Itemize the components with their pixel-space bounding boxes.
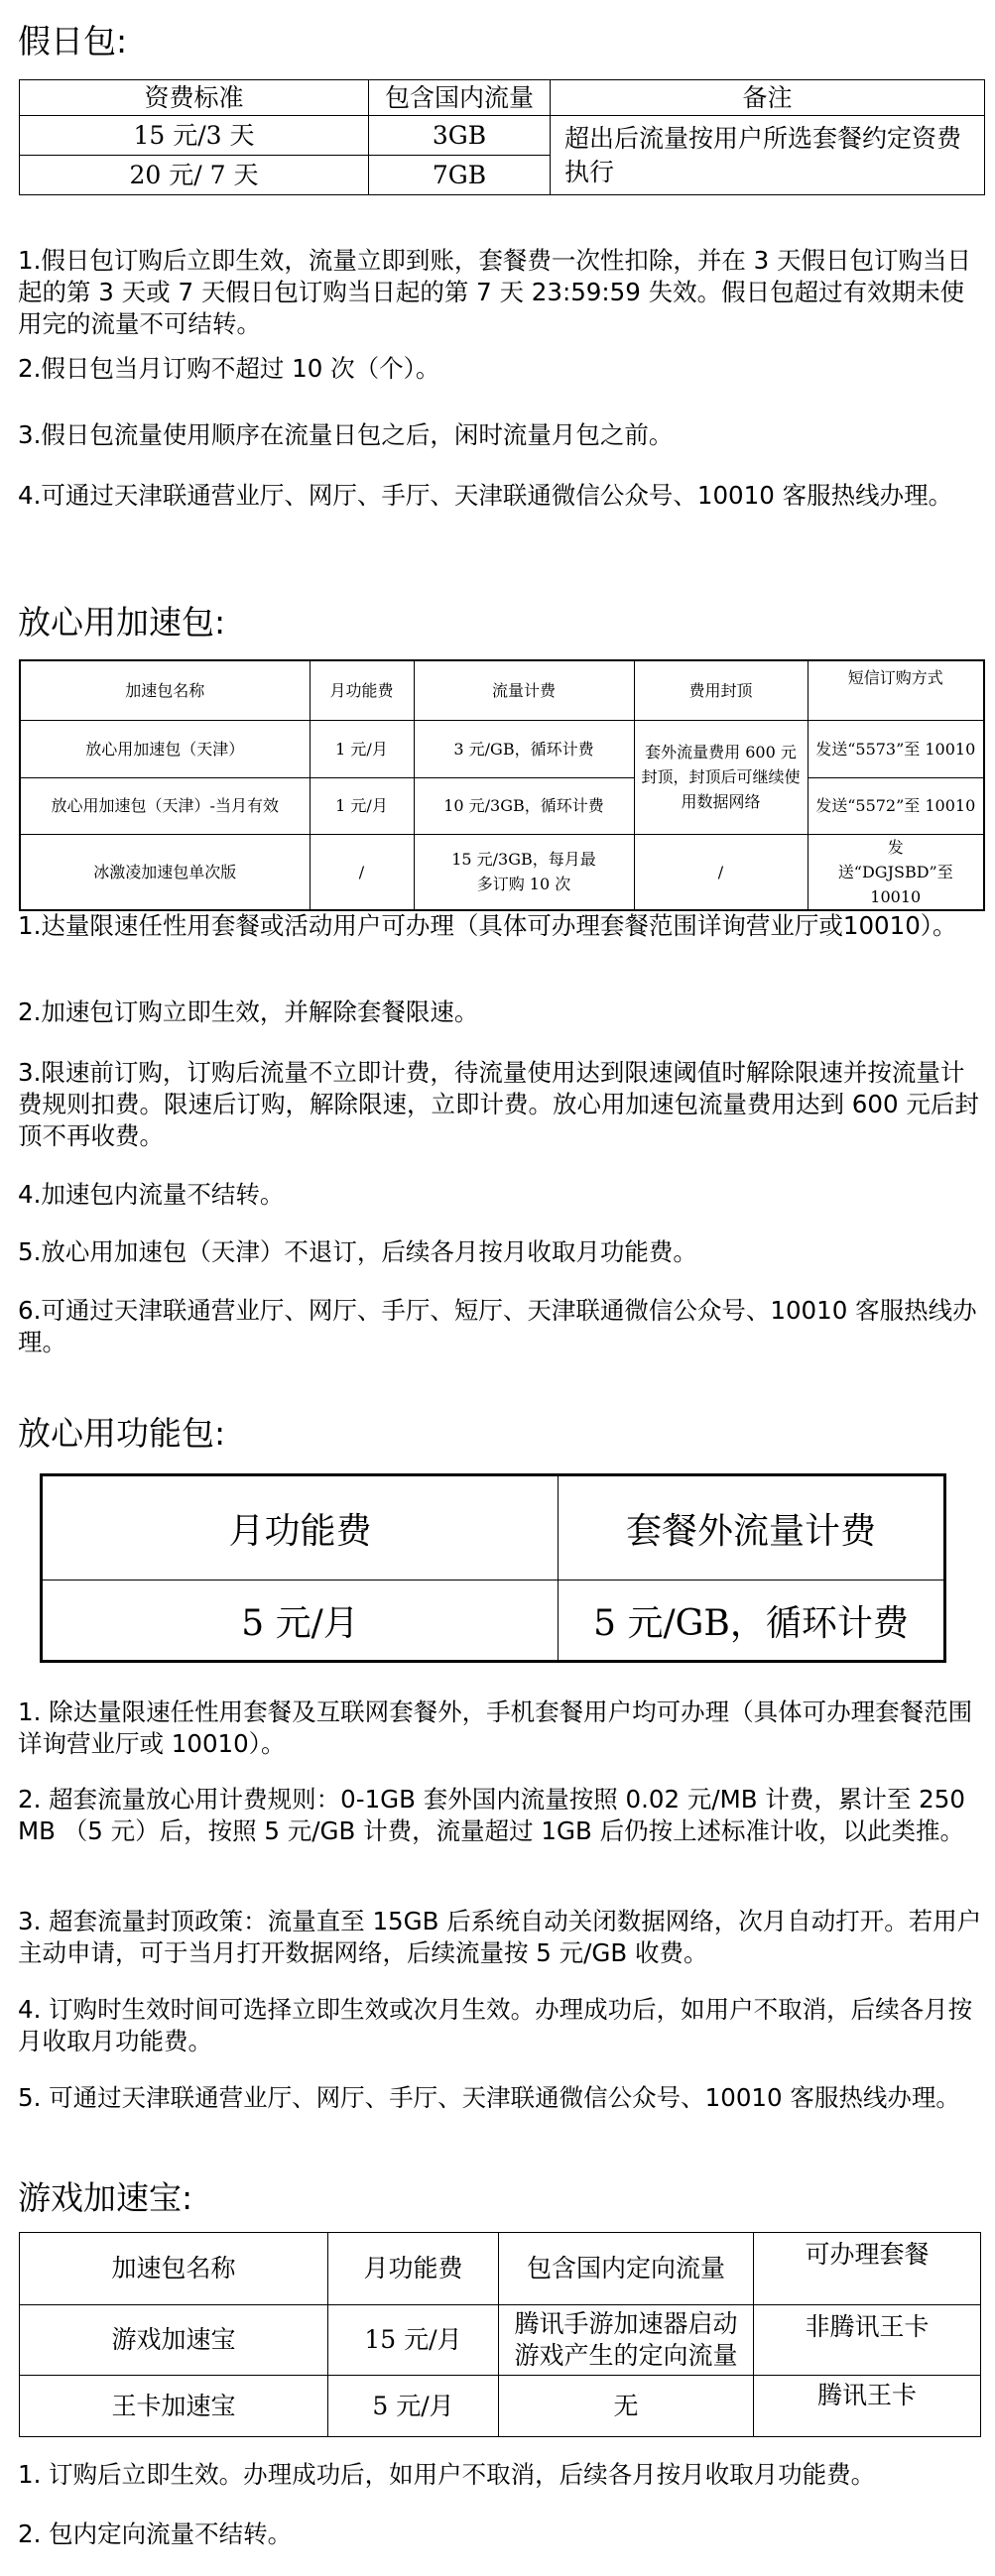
price-cell: 20 元/ 7 天 [20,156,369,195]
name-cell: 冰激凌加速包单次版 [20,834,310,910]
accel-note-4: 4.加速包内流量不结转。 [18,1180,285,1209]
header-cell: 加速包名称 [20,2233,328,2305]
holiday-title: 假日包: [18,22,128,60]
table-header-row [20,2233,981,2305]
header-cell: 月功能费 [42,1475,559,1581]
fee-cell: 1 元/月 [310,777,414,834]
table-header-row [20,80,985,116]
game-title: 游戏加速宝: [18,2178,193,2217]
game-note-1: 1. 订购后立即生效。办理成功后，如用户不取消，后续各月按月收取月功能费。 [18,2460,876,2489]
name-cell: 放心用加速包（天津） [20,720,310,777]
accel-title: 放心用加速包: [18,603,226,642]
holiday-note-3: 3.假日包流量使用顺序在流量日包之后，闲时流量月包之前。 [18,420,674,449]
func-note-2: 2. 超套流量放心用计费规则：0-1GB 套外国内流量按照 0.02 元/MB 计费，累计至 250MB （5 元）后，按照 5 元/GB 计费，流量超过 1GB 后仍按上述标准计收，以此类推。 [18,1785,965,1845]
billing-cell: 5 元/GB，循环计费 [559,1581,945,1662]
game-table [19,2232,981,2437]
header-cell: 可办理套餐 [754,2233,981,2305]
cap-cell: 套外流量费用 600 元封顶，封顶后可继续使用数据网络 [634,720,808,834]
func-note-1: 1. 除达量限速任性用套餐及互联网套餐外，手机套餐用户均可办理（具体可办理套餐范围详询营业厅或 10010）。 [18,1698,973,1758]
name-cell: 游戏加速宝 [20,2305,328,2376]
name-cell: 王卡加速宝 [20,2376,328,2437]
header-cell: 包含国内定向流量 [499,2233,754,2305]
fee-cell: 5 元/月 [328,2376,499,2437]
remark-cell: 超出后流量按用户所选套餐约定资费执行 [551,116,985,195]
holiday-note-4: 4.可通过天津联通营业厅、网厅、手厅、天津联通微信公众号、10010 客服热线办理。 [18,481,953,510]
header-cell: 加速包名称 [20,660,310,720]
holiday-note-1: 1.假日包订购后立即生效，流量立即到账，套餐费一次性扣除，并在 3 天假日包订购当日起的第 3 天或 7 天假日包订购当日起的第 7 天 23:59:59 失效。假日包超过有效期未使用完的流量不可结转。 [18,246,972,338]
accel-note-3: 3.限速前订购，订购后流量不立即计费，待流量使用达到限速阈值时解除限速并按流量计费规则扣费。限速后订购，解除限速，立即计费。放心用加速包流量费用达到 600 元后封顶不再收费。 [18,1058,979,1150]
header-cell: 资费标准 [20,80,369,116]
flow-cell: 腾讯手游加速器启动游戏产生的定向流量 [499,2305,754,2376]
plan-cell: 非腾讯王卡 [754,2305,981,2376]
name-cell: 放心用加速包（天津）-当月有效 [20,777,310,834]
billing-cell: 3 元/GB，循环计费 [414,720,634,777]
accel-table [19,659,985,911]
holiday-table [19,79,985,195]
billing-cell: 10 元/3GB，循环计费 [414,777,634,834]
data-cell: 7GB [369,156,551,195]
sms-cell: 发送“5573”至 10010 [808,720,984,777]
func-title: 放心用功能包: [18,1414,226,1453]
table-row [20,2305,981,2376]
fee-cell: / [310,834,414,910]
header-cell: 流量计费 [414,660,634,720]
table-row [20,116,985,156]
accel-note-6: 6.可通过天津联通营业厅、网厅、手厅、短厅、天津联通微信公众号、10010 客服热线办理。 [18,1296,977,1356]
table-row [20,2376,981,2437]
header-cell: 套餐外流量计费 [559,1475,945,1581]
header-cell: 月功能费 [310,660,414,720]
header-cell: 备注 [551,80,985,116]
header-cell: 费用封顶 [634,660,808,720]
flow-cell: 无 [499,2376,754,2437]
price-cell: 15 元/3 天 [20,116,369,156]
func-note-3: 3. 超套流量封顶政策：流量直至 15GB 后系统自动关闭数据网络，次月自动打开。若用户主动申请，可于当月打开数据网络，后续流量按 5 元/GB 收费。 [18,1907,982,1967]
table-row [20,777,984,834]
func-table [40,1473,946,1663]
billing-cell: 15 元/3GB，每月最多订购 10 次 [414,834,634,910]
table-row [42,1581,945,1662]
func-note-5: 5. 可通过天津联通营业厅、网厅、手厅、天津联通微信公众号、10010 客服热线办理。 [18,2083,960,2112]
table-row [20,720,984,777]
table-header-row [20,660,984,720]
cap-cell: / [634,834,808,910]
table-header-row [42,1475,945,1581]
fee-cell: 5 元/月 [42,1581,559,1662]
accel-note-5: 5.放心用加速包（天津）不退订，后续各月按月收取月功能费。 [18,1237,697,1266]
fee-cell: 15 元/月 [328,2305,499,2376]
accel-note-1: 1.达量限速任性用套餐或活动用户可办理（具体可办理套餐范围详询营业厅或10010）。 [18,911,957,940]
header-cell: 短信订购方式 [808,660,984,720]
holiday-note-2: 2.假日包当月订购不超过 10 次（个）。 [18,354,440,383]
accel-note-2: 2.加速包订购立即生效，并解除套餐限速。 [18,997,479,1026]
fee-cell: 1 元/月 [310,720,414,777]
table-row [20,834,984,910]
sms-cell: 发送“5572”至 10010 [808,777,984,834]
func-note-4: 4. 订购时生效时间可选择立即生效或次月生效。办理成功后，如用户不取消，后续各月按月收取月功能费。 [18,1995,973,2055]
header-cell: 包含国内流量 [369,80,551,116]
plan-cell: 腾讯王卡 [754,2376,981,2437]
header-cell: 月功能费 [328,2233,499,2305]
sms-cell: 发送“DGJSBD”至 10010 [808,834,984,910]
game-note-2: 2. 包内定向流量不结转。 [18,2519,293,2548]
data-cell: 3GB [369,116,551,156]
